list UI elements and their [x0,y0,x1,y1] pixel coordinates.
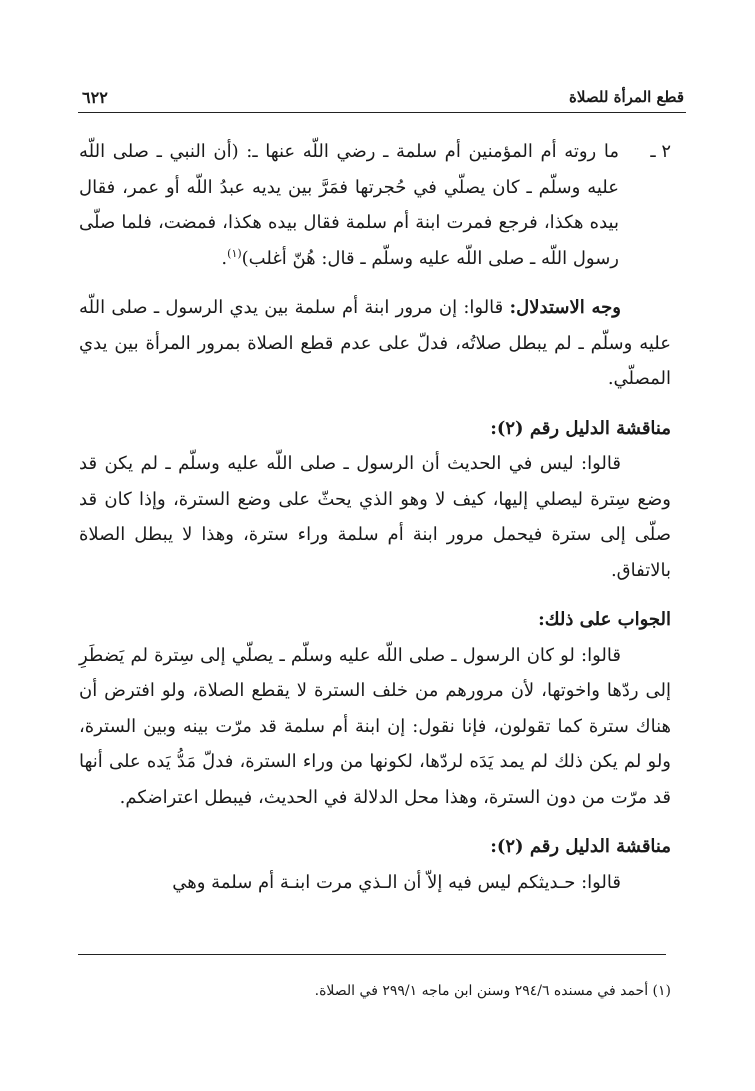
header-rule [78,112,686,113]
running-title: قطع المرأة للصلاة [569,88,684,106]
hadith-end: . [221,247,228,269]
inference-label: وجه الاستدلال: [509,297,622,318]
item-number: ٢ ـ [650,141,671,162]
footnote: (١) أحمد في مسنده ٢٩٤/٦ وسنن ابن ماجه ٢٩٩/١ في الصلاة. [314,983,671,999]
main-text [79,134,671,900]
footnote-ref[interactable]: (١) [227,246,242,260]
discussion-paragraph: قالوا: ليس في الحديث أن الرسول ـ صلى اللّه عليه وسلّم ـ لم يكن قد وضع سِترة ليصلي إليها، كيف لا وهو الذي يحثّ على وضع السترة، وإذا كان قد صلّى إلى سترة فيحمل مرور ابنة أم سلمة وراء سترة، وهذا لا يبطل الصلاة بالاتفاق. [79,453,671,581]
hadith-body: ما روته أم المؤمنين أم سلمة ـ رضي اللّه عنها ـ: (أن النبي ـ صلى اللّه عليه وسلّم ـ كان يصلّي في حُجرتها فمَرَّ بين يديه عبدُ اللّه أو عمر، فقال بيده هكذا، فرجع فمرت ابنة أم سلمة فقال بيده هكذا، فمضت، فلما صلّى رسول اللّه ـ صلى اللّه عليه وسلّم ـ قال: هُنّ أغلب) [79,141,619,269]
hadith-text [79,134,619,276]
discussion-heading: مناقشة الدليل رقم (٢): [490,417,671,439]
evidence-item [79,134,671,276]
discussion-heading-2: مناقشة الدليل رقم (٢): [490,836,671,857]
discussion-paragraph-2: قالوا: حـديثكم ليس فيه إلاّ أن الـذي مرت ابنـة أم سلمة وهي [172,871,621,893]
inference-text: قالوا: إن مرور ابنة أم سلمة بين يدي الرسول ـ صلى اللّه عليه وسلّم ـ لم يبطل صلاتُه، فدلّ على عدم قطع الصلاة بمرور المرأة بين يدي المصلّي. [79,297,671,389]
footnote-rule [78,954,666,955]
inference-paragraph [79,290,671,397]
page-number: ٦٢٢ [82,88,108,107]
response-paragraph: قالوا: لو كان الرسول ـ صلى اللّه عليه وسلّم ـ يصلّي إلى سِترة لم يَضطَرِ إلى ردّها واخوتها، لأن مرورهم من خلف السترة لا يقطع الصلاة، ولو افترض أن هناك سترة كما تقولون، فإنا نقول: إن ابنة أم سلمة قد مرّت بينه وبين السترة، ولو لم يكن ذلك لم يمد يَدَه لردّها، لكونها من وراء السترة، فدلّ مَدُّ يَده على أنها قد مرّت من دون السترة، وهذا محل الدلالة في الحديث، فيبطل اعتراضكم. [79,644,671,808]
running-header [82,86,684,110]
response-heading: الجواب على ذلك: [538,609,671,630]
